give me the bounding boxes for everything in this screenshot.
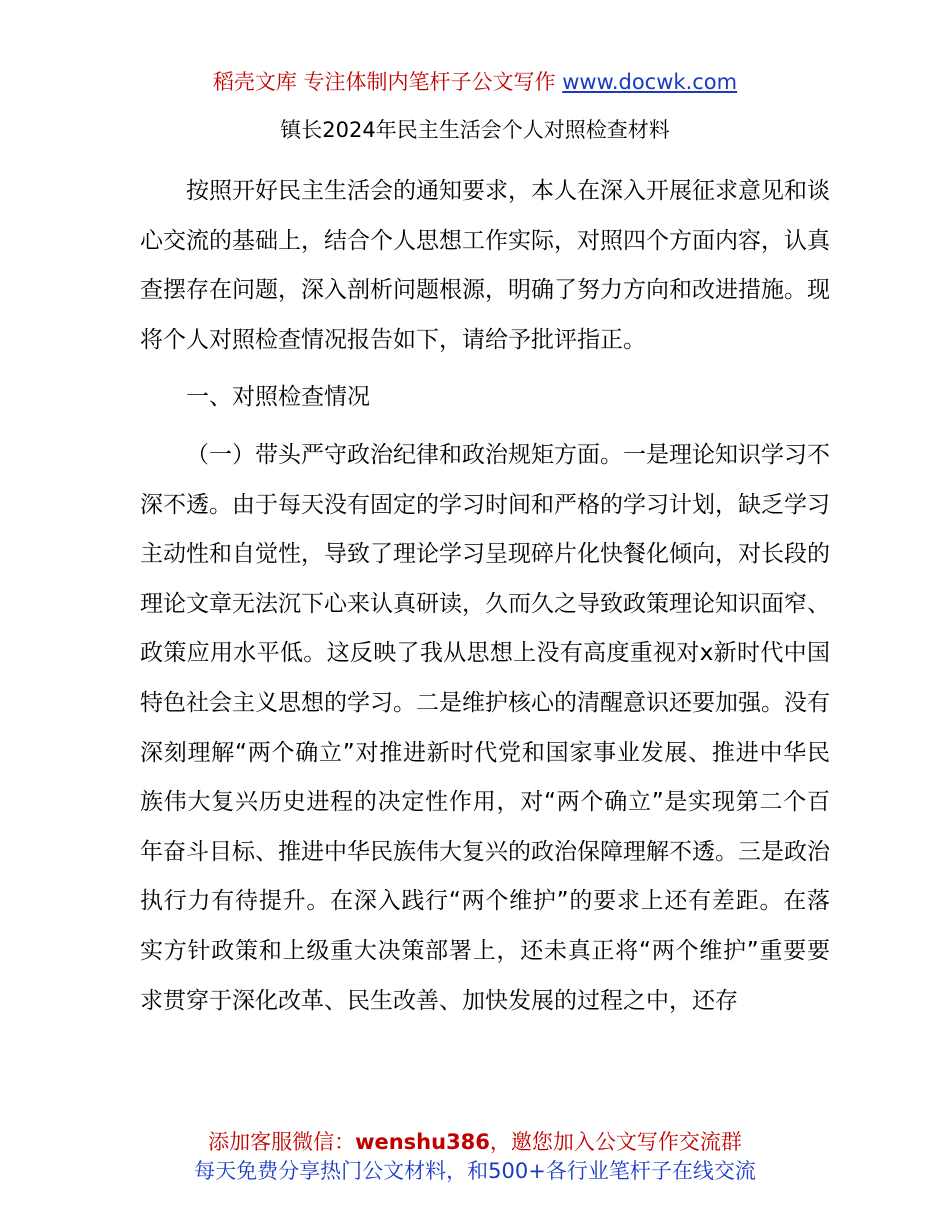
- footer-contact-suffix: ，邀您加入公文写作交流群: [489, 1130, 742, 1154]
- section-paragraph: （一）带头严守政治纪律和政治规矩方面。一是理论知识学习不深不透。由于每天没有固定的学习时间和严格的学习计划，缺乏学习主动性和自觉性，导致了理论学习呈现碎片化快餐化倾向，对长段的理论文章无法沉下心来认真研读，久而久之导致政策理论知识面窄、政策应用水平低。这反映了我从思想上没有高度重视对x新时代中国特色社会主义思想的学习。二是维护核心的清醒意识还要加强。没有深刻理解“两个确立”对推进新时代党和国家事业发展、推进中华民族伟大复兴历史进程的决定性作用，对“两个确立”是实现第二个百年奋斗目标、推进中华民族伟大复兴的政治保障理解不透。三是政治执行力有待提升。在深入践行“两个维护”的要求上还有差距。在落实方针政策和上级重大决策部署上，还未真正将“两个维护”重要要求贯穿于深化改革、民生改善、加快发展的过程之中，还存: [140, 441, 830, 1014]
- document-body: [140, 167, 830, 1026]
- footer-promo-line: 每天免费分享热门公文材料，和500+各行业笔杆子在线交流: [194, 1159, 756, 1183]
- document-title: 镇长2024年民主生活会个人对照检查材料: [280, 118, 670, 142]
- footer-contact-line: [0, 1128, 950, 1157]
- header-brand-text: 稻壳文库 专注体制内笔杆子公文写作: [212, 70, 563, 94]
- footer-contact-prefix: 添加客服微信：: [208, 1130, 356, 1154]
- wechat-id: wenshu386: [355, 1130, 490, 1154]
- header-banner: [0, 68, 950, 96]
- site-link[interactable]: www.docwk.com: [562, 70, 738, 94]
- intro-paragraph: 按照开好民主生活会的通知要求，本人在深入开展征求意见和谈心交流的基础上，结合个人思想工作实际，对照四个方面内容，认真查摆存在问题，深入剖析问题根源，明确了努力方向和改进措施。现将个人对照检查情况报告如下，请给予批评指正。: [140, 178, 830, 353]
- section-heading: 一、对照检查情况: [186, 384, 370, 411]
- footer-banner: [0, 1128, 950, 1186]
